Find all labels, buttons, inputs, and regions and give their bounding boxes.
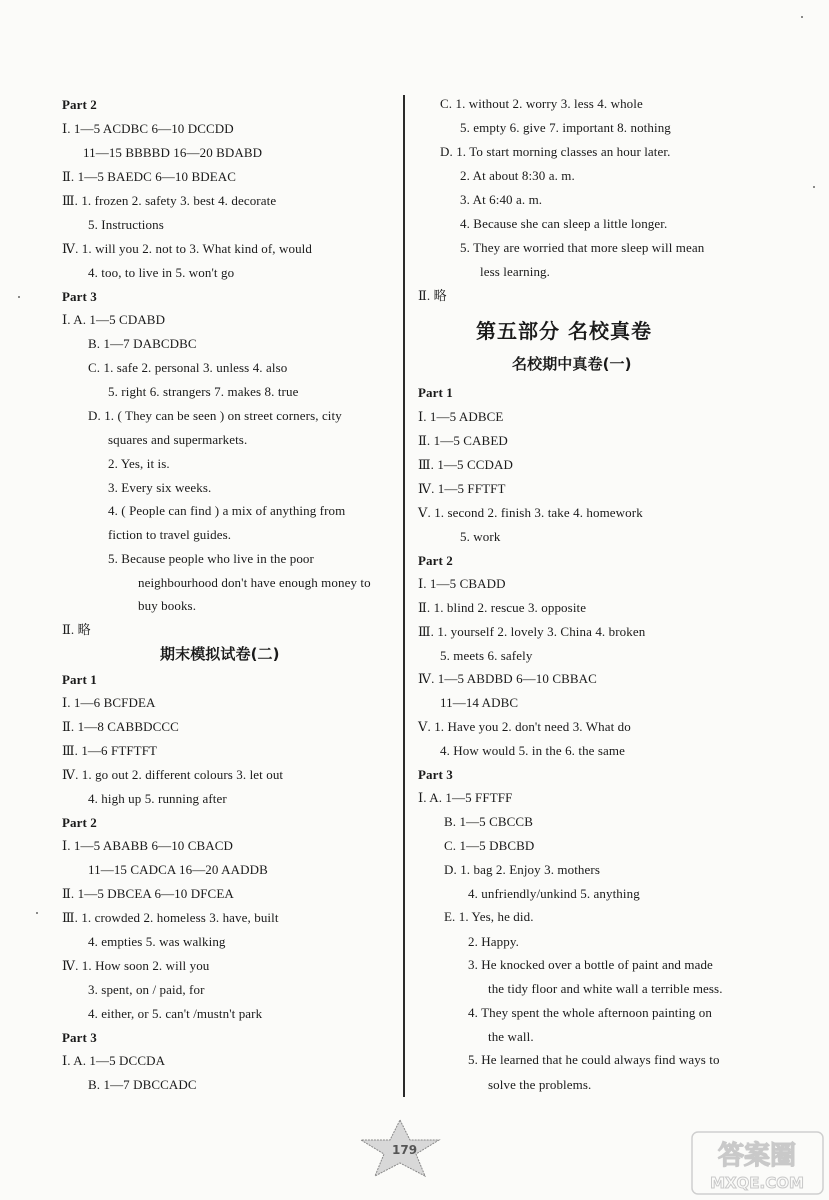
section-title: 名校期中真卷(一) [512,355,632,373]
answer-line: C. 1. safe 2. personal 3. unless 4. also [88,360,288,375]
answer-line: 4. too, to live in 5. won't go [88,265,235,280]
section-title: 期末模拟试卷(二) [160,645,280,663]
svg-text:答案圈: 答案圈 [717,1141,797,1171]
answer-line: 5. Because people who live in the poor [108,551,314,566]
part-heading: Part 3 [418,767,453,782]
answer-line: 11—15 BBBBD 16—20 BDABD [83,145,263,160]
answer-line: 11—14 ADBC [440,695,519,710]
answer-line: B. 1—5 CBCCB [444,814,533,829]
answer-line: 3. spent, on / paid, for [88,982,205,997]
answer-line: C. 1—5 DBCBD [444,838,535,853]
answer-line: the wall. [488,1029,534,1044]
answer-line: Ⅰ. 1—5 ABABB 6—10 CBACD [62,838,234,853]
answer-line: 5. empty 6. give 7. important 8. nothing [460,120,671,135]
answer-line: B. 1—7 DABCDBC [88,336,197,351]
answer-line: 4. Because she can sleep a little longer. [460,216,668,231]
answer-line: fiction to travel guides. [108,527,232,542]
answer-line: Ⅰ. A. 1—5 DCCDA [62,1053,166,1068]
answer-line: Ⅲ. 1. yourself 2. lovely 3. China 4. broken [418,624,646,639]
answer-line: Ⅳ. 1. will you 2. not to 3. What kind of, would [62,241,312,256]
answer-line: Ⅰ. 1—5 CBADD [418,576,506,591]
answer-line: Ⅱ. 1—5 BAEDC 6—10 BDEAC [62,169,237,184]
answer-line: 4. ( People can find ) a mix of anything from [108,503,346,518]
answer-line: 4. They spent the whole afternoon painting on [468,1005,712,1020]
answer-line: 5. work [460,529,501,544]
answer-line: 2. Happy. [468,934,519,949]
answer-line: Ⅱ. 1—5 CABED [418,433,508,448]
answer-line: 4. high up 5. running after [88,791,227,806]
answer-line: Ⅱ. 略 [62,622,91,637]
answer-line: 5. They are worried that more sleep will mean [460,240,705,255]
scan-speck [813,186,815,188]
answer-line: Ⅰ. 1—6 BCFDEA [62,695,156,710]
answer-line: D. 1. To start morning classes an hour later. [440,144,671,159]
answer-line: Ⅲ. 1. frozen 2. safety 3. best 4. decorate [62,193,277,208]
answer-line: Ⅰ. 1—5 ACDBC 6—10 DCCDD [62,121,234,136]
answer-line: Ⅳ. 1. go out 2. different colours 3. let out [62,767,284,782]
answer-line: C. 1. without 2. worry 3. less 4. whole [440,96,643,111]
answer-line: Ⅱ. 1—5 DBCEA 6—10 DFCEA [62,886,234,901]
answer-line: squares and supermarkets. [108,432,248,447]
left-column [0,0,371,1200]
watermark-logo-icon [690,1128,825,1198]
part-heading: Part 2 [62,815,97,830]
answer-line: 5. meets 6. safely [440,648,533,663]
answer-line: Ⅴ. 1. Have you 2. don't need 3. What do [418,719,631,734]
scan-speck [801,16,803,18]
scan-speck [18,296,20,298]
part-heading: Part 2 [418,553,453,568]
part-heading: Part 2 [62,97,97,112]
answer-line: the tidy floor and white wall a terrible mess. [488,981,723,996]
answer-line: less learning. [480,264,550,279]
answer-line: 3. He knocked over a bottle of paint and made [468,957,713,972]
answer-line: 2. At about 8:30 a. m. [460,168,575,183]
answer-line: 5. right 6. strangers 7. makes 8. true [108,384,299,399]
answer-line: Ⅰ. A. 1—5 CDABD [62,312,166,327]
answer-line: Ⅲ. 1. crowded 2. homeless 3. have, built [62,910,279,925]
answer-line: Ⅱ. 1—8 CABBDCCC [62,719,179,734]
answer-line: 4. How would 5. in the 6. the same [440,743,626,758]
answer-line: 4. either, or 5. can't /mustn't park [88,1006,263,1021]
chapter-title: 第五部分 名校真卷 [476,319,652,343]
answer-line: 2. Yes, it is. [108,456,170,471]
answer-line: E. 1. Yes, he did. [444,909,534,924]
answer-line: 3. Every six weeks. [108,480,212,495]
answer-line: Ⅰ. A. 1—5 FFTFF [418,790,513,805]
answer-line: 4. empties 5. was walking [88,934,226,949]
answer-line: 5. Instructions [88,217,164,232]
answer-line: 11—15 CADCA 16—20 AADDB [88,862,268,877]
svg-text:MXQE.COM: MXQE.COM [710,1174,804,1192]
scan-speck [36,912,38,914]
answer-line: buy books. [138,598,197,613]
answer-line: Ⅴ. 1. second 2. finish 3. take 4. homework [418,505,643,520]
answer-line: D. 1. bag 2. Enjoy 3. mothers [444,862,600,877]
answer-line: 3. At 6:40 a. m. [460,192,543,207]
answer-line: solve the problems. [488,1077,592,1092]
answer-line: Ⅱ. 1. blind 2. rescue 3. opposite [418,600,587,615]
answer-line: 5. He learned that he could always find ways to [468,1052,720,1067]
page-number: 179 [392,1143,418,1157]
answer-line: neighbourhood don't have enough money to [138,575,371,590]
part-heading: Part 3 [62,1030,97,1045]
column-divider [403,95,405,1097]
answer-line: 4. unfriendly/unkind 5. anything [468,886,640,901]
answer-line: Ⅲ. 1—5 CCDAD [418,457,513,472]
part-heading: Part 3 [62,289,97,304]
part-heading: Part 1 [418,385,453,400]
answer-line: Ⅳ. 1—5 ABDBD 6—10 CBBAC [418,671,597,686]
answer-line: Ⅲ. 1—6 FTFTFT [62,743,158,758]
answer-line: Ⅱ. 略 [418,288,447,303]
answer-line: B. 1—7 DBCCADC [88,1077,197,1092]
right-column [414,0,797,1200]
answer-line: Ⅳ. 1—5 FFTFT [418,481,506,496]
answer-line: Ⅳ. 1. How soon 2. will you [62,958,210,973]
part-heading: Part 1 [62,672,97,687]
answer-line: D. 1. ( They can be seen ) on street corners, city [88,408,342,423]
answer-line: Ⅰ. 1—5 ADBCE [418,409,504,424]
